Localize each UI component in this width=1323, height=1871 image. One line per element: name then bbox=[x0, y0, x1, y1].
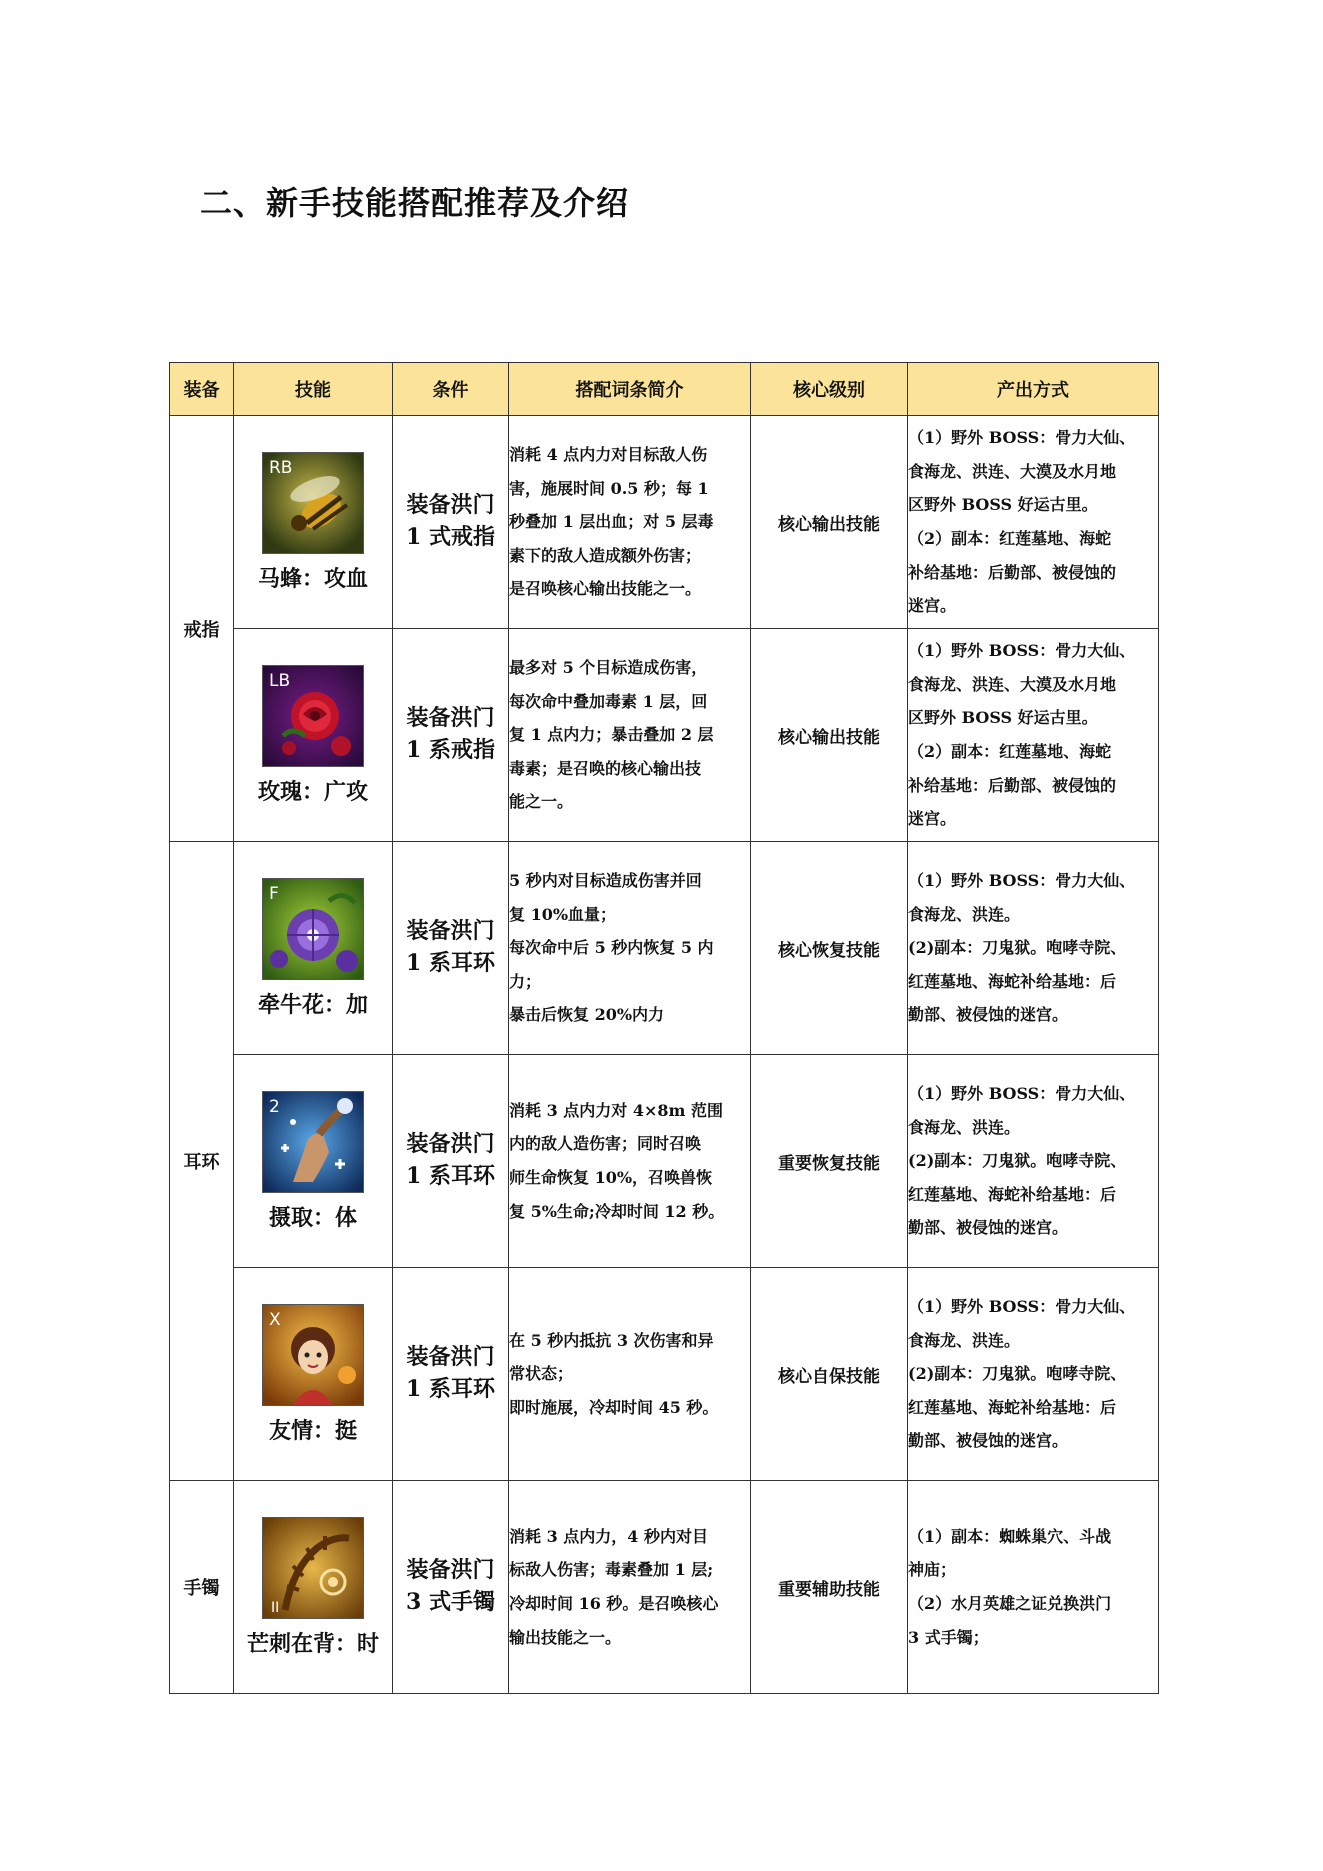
skill-name: 友情：挺 bbox=[268, 1417, 357, 1444]
source-line: (2)副本：刀鬼狱。咆哮寺院、 bbox=[908, 1364, 1127, 1384]
wasp-icon bbox=[262, 452, 364, 554]
skill-cell bbox=[234, 1481, 393, 1694]
source-line: 勤部、被侵蚀的迷宫。 bbox=[908, 1218, 1069, 1238]
source-cell bbox=[908, 842, 1159, 1055]
description-line: 最多对 5 个目标造成伤害， bbox=[509, 658, 708, 678]
source-line: 迷宫。 bbox=[908, 809, 957, 829]
table-row bbox=[170, 1481, 1159, 1694]
table-header-row bbox=[170, 363, 1159, 416]
absorb-icon bbox=[262, 1091, 364, 1193]
table-row bbox=[170, 842, 1159, 1055]
condition-line: 装备洪门 bbox=[406, 1344, 495, 1371]
source-line: （2）副本：红莲墓地、海蛇 bbox=[908, 742, 1112, 761]
description-line: 消耗 4 点内力对目标敌人伤 bbox=[509, 445, 708, 465]
table-row bbox=[170, 1055, 1159, 1268]
condition-line: 1 系耳环 bbox=[406, 950, 495, 976]
equip-cell-ring: 戒指 bbox=[170, 416, 234, 842]
skill-name: 马蜂：攻血 bbox=[257, 565, 368, 592]
description-line: 复 1 点内力；暴击叠加 2 层 bbox=[509, 725, 714, 745]
source-line: （1）野外 BOSS：骨力大仙、 bbox=[908, 871, 1136, 891]
morning-glory-icon bbox=[262, 878, 364, 980]
condition-line: 1 系耳环 bbox=[406, 1376, 495, 1402]
skill-cell bbox=[234, 1055, 393, 1268]
skill-name: 芒刺在背：时 bbox=[246, 1630, 379, 1657]
description-cell bbox=[509, 842, 751, 1055]
condition-line: 1 系耳环 bbox=[406, 1163, 495, 1189]
condition-line: 1 式戒指 bbox=[406, 524, 495, 550]
description-line: 每次命中叠加毒素 1 层，回 bbox=[509, 691, 708, 711]
description-line: 复 10%血量； bbox=[509, 904, 617, 924]
equip-cell-bracelet: 手镯 bbox=[170, 1481, 234, 1694]
friendship-icon bbox=[262, 1304, 364, 1406]
description-line: 力； bbox=[509, 971, 542, 991]
skill-cell bbox=[234, 629, 393, 842]
description-cell bbox=[509, 1268, 751, 1481]
source-line: (2)副本：刀鬼狱。咆哮寺院、 bbox=[908, 1151, 1127, 1171]
source-line: 区野外 BOSS 好运古里。 bbox=[908, 708, 1098, 728]
description-cell bbox=[509, 416, 751, 629]
source-cell bbox=[908, 629, 1159, 842]
description-line: 消耗 3 点内力，4 秒内对目 bbox=[509, 1526, 708, 1546]
source-line: 食海龙、洪连。 bbox=[908, 1117, 1021, 1137]
source-line: 食海龙、洪连。 bbox=[908, 1330, 1021, 1350]
condition-cell bbox=[393, 1481, 509, 1694]
description-line: 常状态； bbox=[509, 1364, 574, 1384]
description-cell bbox=[509, 1055, 751, 1268]
condition-line: 装备洪门 bbox=[406, 705, 495, 732]
description-line: 害，施展时间 0.5 秒；每 1 bbox=[509, 478, 709, 498]
header-equip: 装备 bbox=[170, 363, 234, 416]
icon-badge: II bbox=[271, 1599, 280, 1616]
source-line: 补给基地：后勤部、被侵蚀的 bbox=[908, 775, 1117, 795]
core-level-cell: 重要辅助技能 bbox=[751, 1481, 908, 1694]
table-row bbox=[170, 1268, 1159, 1481]
skill-cell bbox=[234, 1268, 393, 1481]
skill-name: 牵牛花：加 bbox=[257, 991, 368, 1018]
source-line: 食海龙、洪连、大漠及水月地 bbox=[908, 461, 1117, 481]
core-level-cell: 核心恢复技能 bbox=[751, 842, 908, 1055]
core-level-cell: 核心自保技能 bbox=[751, 1268, 908, 1481]
source-line: 红莲墓地、海蛇补给基地：后 bbox=[908, 1397, 1117, 1417]
source-line: （1）野外 BOSS：骨力大仙、 bbox=[908, 641, 1136, 661]
description-line: 每次命中后 5 秒内恢复 5 内 bbox=[509, 938, 714, 958]
source-line: 迷宫。 bbox=[908, 596, 957, 616]
thorn-icon bbox=[262, 1517, 364, 1619]
condition-line: 装备洪门 bbox=[406, 918, 495, 945]
description-line: 5 秒内对目标造成伤害并回 bbox=[509, 871, 702, 891]
source-line: 补给基地：后勤部、被侵蚀的 bbox=[908, 562, 1117, 582]
header-source: 产出方式 bbox=[908, 363, 1159, 416]
description-line: 标敌人伤害；毒素叠加 1 层; bbox=[509, 1560, 714, 1580]
condition-line: 3 式手镯 bbox=[406, 1589, 495, 1615]
core-level-cell: 核心输出技能 bbox=[751, 629, 908, 842]
skill-name: 摄取：体 bbox=[268, 1204, 357, 1231]
source-cell bbox=[908, 416, 1159, 629]
description-cell bbox=[509, 629, 751, 842]
header-core-level: 核心级别 bbox=[751, 363, 908, 416]
icon-badge: LB bbox=[269, 670, 291, 691]
condition-line: 装备洪门 bbox=[406, 1131, 495, 1158]
description-line: 输出技能之一。 bbox=[509, 1627, 622, 1647]
header-skill: 技能 bbox=[234, 363, 393, 416]
icon-badge: X bbox=[269, 1309, 281, 1330]
source-line: 红莲墓地、海蛇补给基地：后 bbox=[908, 1184, 1117, 1204]
source-line: （2）副本：红莲墓地、海蛇 bbox=[908, 529, 1112, 548]
source-cell bbox=[908, 1055, 1159, 1268]
equip-cell-earring: 耳环 bbox=[170, 842, 234, 1481]
description-line: 在 5 秒内抵抗 3 次伤害和异 bbox=[509, 1330, 714, 1350]
header-condition: 条件 bbox=[393, 363, 509, 416]
condition-line: 装备洪门 bbox=[406, 1557, 495, 1584]
condition-cell bbox=[393, 1268, 509, 1481]
description-line: 复 5%生命;冷却时间 12 秒。 bbox=[509, 1201, 725, 1221]
core-level-cell: 重要恢复技能 bbox=[751, 1055, 908, 1268]
source-line: 红莲墓地、海蛇补给基地：后 bbox=[908, 971, 1117, 991]
source-line: （1）副本：蜘蛛巢穴、斗战 bbox=[908, 1526, 1112, 1546]
description-line: 内的敌人造伤害；同时召唤 bbox=[509, 1134, 702, 1154]
description-line: 师生命恢复 10%，召唤兽恢 bbox=[509, 1168, 713, 1187]
source-cell bbox=[908, 1481, 1159, 1694]
description-line: 秒叠加 1 层出血；对 5 层毒 bbox=[509, 512, 714, 532]
description-line: 能之一。 bbox=[509, 792, 574, 812]
source-cell bbox=[908, 1268, 1159, 1481]
condition-cell bbox=[393, 842, 509, 1055]
source-line: （1）野外 BOSS：骨力大仙、 bbox=[908, 1084, 1136, 1104]
condition-cell bbox=[393, 416, 509, 629]
icon-badge: 2 bbox=[269, 1096, 280, 1117]
description-line: 消耗 3 点内力对 4×8m 范围 bbox=[509, 1100, 724, 1120]
description-line: 是召唤核心输出技能之一。 bbox=[509, 579, 702, 599]
source-line: （2）水月英雄之证兑换洪门 bbox=[908, 1594, 1112, 1613]
description-line: 素下的敌人造成额外伤害； bbox=[509, 545, 702, 565]
source-line: 食海龙、洪连。 bbox=[908, 904, 1021, 924]
condition-cell bbox=[393, 629, 509, 842]
core-level-cell: 核心输出技能 bbox=[751, 416, 908, 629]
skill-cell bbox=[234, 416, 393, 629]
source-line: 勤部、被侵蚀的迷宫。 bbox=[908, 1431, 1069, 1451]
description-line: 毒素；是召唤的核心输出技 bbox=[509, 758, 702, 778]
condition-cell bbox=[393, 1055, 509, 1268]
description-line: 即时施展，冷却时间 45 秒。 bbox=[509, 1397, 719, 1417]
source-line: 区野外 BOSS 好运古里。 bbox=[908, 495, 1098, 515]
source-line: 食海龙、洪连、大漠及水月地 bbox=[908, 674, 1117, 694]
skill-table bbox=[169, 362, 1159, 1694]
rose-icon bbox=[262, 665, 364, 767]
source-line: (2)副本：刀鬼狱。咆哮寺院、 bbox=[908, 938, 1127, 958]
description-cell bbox=[509, 1481, 751, 1694]
table-row bbox=[170, 629, 1159, 842]
skill-cell bbox=[234, 842, 393, 1055]
page-heading: 二、新手技能搭配推荐及介绍 bbox=[200, 184, 630, 222]
skill-name: 玫瑰：广攻 bbox=[257, 778, 368, 805]
source-line: 神庙； bbox=[908, 1560, 957, 1580]
condition-line: 1 系戒指 bbox=[406, 737, 495, 763]
source-line: （1）野外 BOSS：骨力大仙、 bbox=[908, 428, 1136, 448]
table-row bbox=[170, 416, 1159, 629]
source-line: 勤部、被侵蚀的迷宫。 bbox=[908, 1005, 1069, 1025]
description-line: 冷却时间 16 秒。是召唤核心 bbox=[509, 1594, 719, 1613]
condition-line: 装备洪门 bbox=[406, 492, 495, 519]
icon-badge: F bbox=[269, 883, 279, 904]
source-line: （1）野外 BOSS：骨力大仙、 bbox=[908, 1297, 1136, 1317]
icon-badge: RB bbox=[269, 457, 293, 478]
description-line: 暴击后恢复 20%内力 bbox=[509, 1005, 665, 1025]
source-line: 3 式手镯； bbox=[908, 1627, 989, 1647]
header-description: 搭配词条简介 bbox=[509, 363, 751, 416]
